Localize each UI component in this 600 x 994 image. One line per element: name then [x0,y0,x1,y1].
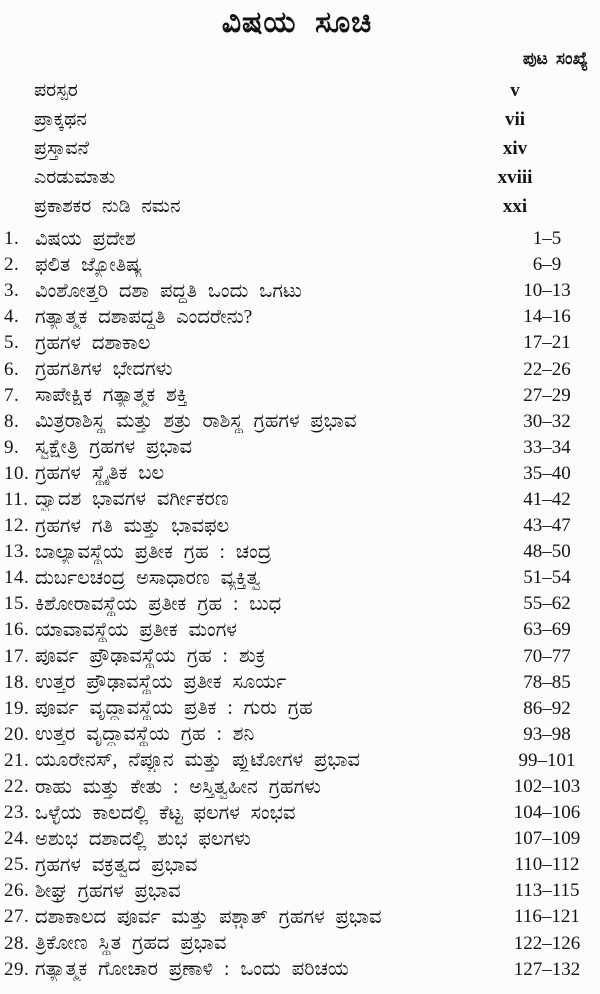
toc-row-number: 1. [4,228,20,250]
toc-row-page-range: 10–13 [523,280,571,302]
toc-row-page-range: 1–5 [532,228,562,250]
toc-row-title: ಸ್ವಕ್ಷೇತ್ರಿ ಗ್ರಹಗಳ ಪ್ರಭಾವ [35,437,193,459]
toc-row-title: ಕಿಶೋರಾವಸ್ಥೆಯ ಪ್ರತೀಕ ಗ್ರಹ : ಬುಧ [35,593,282,615]
front-matter-label: ಪರಸ್ಪರ [34,79,78,101]
toc-row-title: ಪೂರ್ವ ಪ್ರೌಢಾವಸ್ಥೆಯ ಗ್ರಹ : ಶುಕ್ರ [35,646,266,668]
toc-row-title: ವಿಂಶೋತ್ತರಿ ದಶಾ ಪದ್ಧತಿ ಒಂದು ಒಗಟು [35,280,302,302]
toc-row [4,617,590,643]
front-matter-label: ಪ್ರಾಕ್ಕಥನ [34,108,87,130]
toc-row-title: ಗ್ರಹಗಳ ಗತಿ ಮತ್ತು ಭಾವಫಲ [35,515,230,537]
toc-row-page-range: 99–101 [518,749,576,771]
toc-row-title: ರಾಹು ಮತ್ತು ಕೇತು : ಅಸ್ತಿತ್ವಹೀನ ಗ್ರಹಗಳು [35,776,321,798]
toc-row-number: 16. [4,619,30,641]
toc-row-number: 10. [4,462,30,484]
toc-row [4,774,590,800]
toc-row-title: ತ್ರಿಕೋಣ ಸ್ಥಿತ ಗ್ರಹದ ಪ್ರಭಾವ [35,933,227,955]
toc-row-number: 4. [4,306,20,328]
toc-row [4,252,590,278]
chapter-list [4,226,590,983]
toc-row [4,826,590,852]
toc-row [4,383,590,409]
front-matter-page-number: v [510,79,520,101]
toc-row-title: ವಿಷಯ ಪ್ರದೇಶ [35,228,136,250]
toc-row-number: 19. [4,697,30,719]
toc-row [4,904,590,930]
toc-row-page-range: 78–85 [523,671,571,693]
toc-row-number: 8. [4,410,20,432]
toc-row-number: 22. [4,776,30,798]
toc-row-page-range: 48–50 [523,541,571,563]
toc-row [4,435,590,461]
toc-row-number: 23. [4,802,30,824]
toc-row-number: 6. [4,358,20,380]
toc-row-title: ಮಿತ್ರರಾಶಿಸ್ಥ ಮತ್ತು ಶತ್ರು ರಾಶಿಸ್ಥ ಗ್ರಹಗಳ ಪ್ರಭಾವ [35,411,357,433]
front-matter-row [4,192,590,221]
toc-row-page-range: 22–26 [523,358,571,380]
toc-row-number: 27. [4,906,30,928]
toc-row-number: 18. [4,671,30,693]
toc-row-page-range: 70–77 [523,645,571,667]
toc-row-number: 15. [4,593,30,615]
toc-row [4,487,590,513]
toc-row [4,304,590,330]
front-matter-page-number: xiv [502,137,528,159]
toc-row [4,748,590,774]
toc-row-title: ಗತ್ಯಾತ್ಮಕ ಗೋಚಾರ ಪ್ರಣಾಳಿ : ಒಂದು ಪರಿಚಯ [35,959,349,981]
toc-row-page-range: 102–103 [513,776,581,798]
toc-row [4,539,590,565]
front-matter-page-number: vii [504,108,526,130]
front-matter-row [4,76,590,105]
toc-row [4,878,590,904]
toc-row [4,513,590,539]
toc-row-number: 25. [4,854,30,876]
toc-row-number: 14. [4,567,30,589]
toc-row-number: 5. [4,332,20,354]
toc-row-page-range: 41–42 [523,488,571,510]
toc-row-title: ಶೀಘ್ರ ಗ್ರಹಗಳ ಪ್ರಭಾವ [35,880,181,902]
toc-row [4,696,590,722]
toc-row-number: 7. [4,384,20,406]
toc-row-number: 3. [4,280,20,302]
front-matter-row [4,163,590,192]
toc-row-title: ಯಾವಾವಸ್ಥೆಯ ಪ್ರತೀಕ ಮಂಗಳ [35,619,237,641]
toc-row-title: ಗ್ರಹಗಳ ದಶಾಕಾಲ [35,332,151,354]
front-matter-label: ಪ್ರಕಾಶಕರ ನುಡಿ ನಮನ [34,195,181,217]
toc-row [4,226,590,252]
toc-row [4,722,590,748]
toc-row-page-range: 107–109 [513,828,581,850]
toc-row-number: 17. [4,645,30,667]
toc-row-page-range: 51–54 [523,567,571,589]
toc-row-page-range: 86–92 [523,697,571,719]
front-matter-page-number: xxi [502,195,528,217]
toc-row [4,409,590,435]
front-matter-label: ಎರಡುಮಾತು [34,166,116,188]
toc-row-number: 21. [4,749,30,771]
toc-row-title: ದುರ್ಬಲಚಂದ್ರ ಅಸಾಧಾರಣ ವ್ಯಕ್ತಿತ್ವ [35,567,261,589]
toc-row-title: ಗ್ರಹಗಳ ವಕ್ರತ್ವದ ಪ್ರಭಾವ [35,854,198,876]
toc-row-title: ದ್ವಾದಶ ಭಾವಗಳ ವರ್ಗೀಕರಣ [35,489,229,511]
toc-row-title: ಗ್ರಹಗತಿಗಳ ಭೇದಗಳು [35,359,173,381]
toc-row-title: ಫಲಿತ ಜ್ಯೋತಿಷ್ಯ [35,254,143,276]
toc-row-page-range: 30–32 [523,410,571,432]
front-matter-page-number: xviii [497,166,533,188]
toc-row-page-range: 104–106 [513,802,581,824]
toc-row-title: ದಶಾಕಾಲದ ಪೂರ್ವ ಮತ್ತು ಪಶ್ಚಾತ್ ಗ್ರಹಗಳ ಪ್ರಭಾವ [35,906,382,928]
toc-row [4,852,590,878]
toc-row-page-range: 27–29 [523,384,571,406]
toc-row-number: 29. [4,958,30,980]
toc-row [4,670,590,696]
toc-row [4,278,590,304]
page-number-column-header: ಪುಟ ಸಂಖ್ಯೆ [522,49,588,68]
toc-row [4,800,590,826]
toc-row-number: 9. [4,436,20,458]
front-matter-row [4,134,590,163]
toc-row [4,565,590,591]
toc-row-title: ಸಾಪೇಕ್ಷಿಕ ಗತ್ಯಾತ್ಮಕ ಶಕ್ತಿ [35,385,188,407]
toc-row-title: ಪೂರ್ವ ವೃದ್ಧಾವಸ್ಥೆಯ ಪ್ರತಿಕ : ಗುರು ಗ್ರಹ [35,698,313,720]
front-matter-label: ಪ್ರಸ್ತಾವನೆ [34,137,89,159]
toc-row-title: ಒಳ್ಳೆಯ ಕಾಲದಲ್ಲಿ ಕೆಟ್ಟ ಫಲಗಳ ಸಂಭವ [35,802,296,824]
toc-row-page-range: 43–47 [523,515,571,537]
toc-row-page-range: 127–132 [513,958,581,980]
toc-row-number: 28. [4,932,30,954]
toc-row-page-range: 35–40 [523,462,571,484]
page-title: ವಿಷಯ ಸೂಚಿ [221,6,373,39]
toc-row [4,330,590,356]
toc-row [4,957,590,983]
toc-row [4,461,590,487]
toc-row-title: ಗತ್ಯಾತ್ಮಕ ದಶಾಪದ್ಧತಿ ಎಂದರೇನು? [35,306,253,328]
toc-row-page-range: 17–21 [523,332,571,354]
toc-row-page-range: 14–16 [523,306,571,328]
toc-row-number: 26. [4,880,30,902]
toc-row [4,591,590,617]
toc-row-page-range: 122–126 [513,932,581,954]
toc-row-page-range: 55–62 [523,593,571,615]
front-matter-row [4,105,590,134]
toc-row-page-range: 63–69 [523,619,571,641]
toc-row-title: ಯೂರೇನಸ್, ನೆಪ್ಚೂನ ಮತ್ತು ಪ್ಲುಟೋಗಳ ಪ್ರಭಾವ [35,750,361,772]
toc-row-page-range: 6–9 [532,254,562,276]
toc-row-number: 24. [4,828,30,850]
front-matter-list [4,76,590,221]
toc-row-number: 20. [4,723,30,745]
toc-row-title: ಉತ್ತರ ವೃದ್ಧಾವಸ್ಥೆಯ ಗ್ರಹ : ಶನಿ [35,724,255,746]
toc-row-page-range: 110–112 [514,854,580,876]
toc-row-number: 12. [4,515,30,537]
toc-row [4,356,590,382]
toc-row-page-range: 33–34 [523,436,571,458]
toc-row-number: 11. [4,488,29,510]
toc-row-title: ಉತ್ತರ ಪ್ರೌಢಾವಸ್ಥೆಯ ಪ್ರತೀಕ ಸೂರ್ಯ [35,672,287,694]
toc-row-title: ಗ್ರಹಗಳ ಸ್ಥೈತಿಕ ಬಲ [35,463,165,485]
toc-row-number: 2. [4,254,20,276]
toc-row-page-range: 93–98 [523,723,571,745]
toc-row [4,931,590,957]
toc-row-number: 13. [4,541,30,563]
toc-row-title: ಬಾಲ್ಯಾವಸ್ಥೆಯ ಪ್ರತೀಕ ಗ್ರಹ : ಚಂದ್ರ [35,541,272,563]
toc-row-page-range: 113–115 [514,880,580,902]
toc-row [4,644,590,670]
toc-row-page-range: 116–121 [514,906,580,928]
toc-row-title: ಅಶುಭ ದಶಾದಲ್ಲಿ ಶುಭ ಫಲಗಳು [35,828,251,850]
